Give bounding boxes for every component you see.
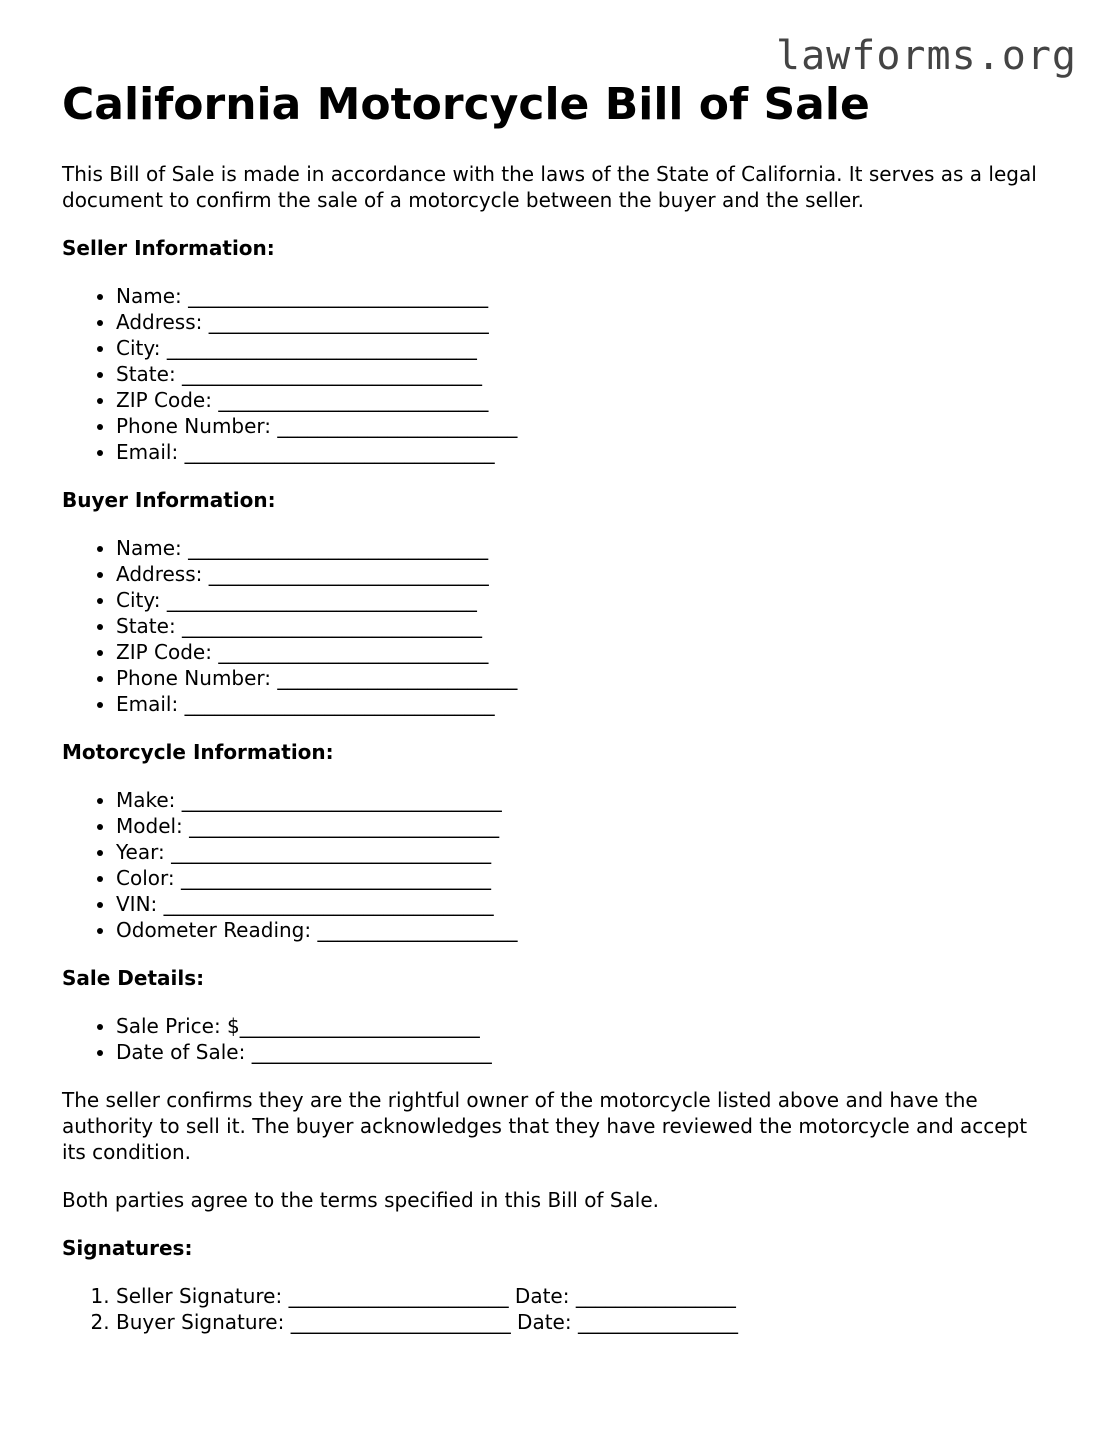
- seller-heading: Seller Information:: [62, 235, 275, 260]
- seller-city-field[interactable]: • City: _______________________________: [116, 335, 1052, 361]
- document-title: California Motorcycle Bill of Sale: [62, 79, 870, 130]
- seller-address-field[interactable]: • Address: ____________________________: [116, 309, 1052, 335]
- confirmation-paragraph: The seller confirms they are the rightful owner of the motorcycle listed above and have the authority to sell it. The buyer acknowledges that they have reviewed the motorcycle and accept its condition.: [62, 1087, 1028, 1164]
- seller-state-field[interactable]: • State: ______________________________: [116, 361, 1052, 387]
- seller-email-field[interactable]: • Email: _______________________________: [116, 439, 1052, 465]
- seller-zip-field[interactable]: • ZIP Code: ___________________________: [116, 387, 1052, 413]
- buyer-city-field[interactable]: • City: _______________________________: [116, 587, 1052, 613]
- motorcycle-odometer-field[interactable]: • Odometer Reading: ____________________: [116, 917, 1052, 943]
- buyer-name-field[interactable]: • Name: ______________________________: [116, 535, 1052, 561]
- seller-signature-field[interactable]: 1. Seller Signature: ______________________ Date: ________________: [116, 1283, 1052, 1309]
- seller-field-list: [62, 283, 1052, 465]
- buyer-signature-field[interactable]: 2. Buyer Signature: ______________________ Date: ________________: [116, 1309, 1052, 1335]
- watermark-logo: lawforms.org: [776, 33, 1077, 79]
- buyer-state-field[interactable]: • State: ______________________________: [116, 613, 1052, 639]
- sale-heading: Sale Details:: [62, 965, 205, 990]
- buyer-address-field[interactable]: • Address: ____________________________: [116, 561, 1052, 587]
- buyer-field-list: [62, 535, 1052, 717]
- buyer-phone-field[interactable]: • Phone Number: ________________________: [116, 665, 1052, 691]
- signatures-heading: Signatures:: [62, 1235, 193, 1260]
- sale-field-list: [62, 1013, 1052, 1065]
- motorcycle-model-field[interactable]: • Model: _______________________________: [116, 813, 1052, 839]
- motorcycle-heading: Motorcycle Information:: [62, 739, 334, 764]
- document-body: [62, 80, 1052, 1357]
- seller-phone-field[interactable]: • Phone Number: ________________________: [116, 413, 1052, 439]
- sale-date-field[interactable]: • Date of Sale: ________________________: [116, 1039, 1052, 1065]
- sale-price-field[interactable]: • Sale Price: $________________________: [116, 1013, 1052, 1039]
- seller-name-field[interactable]: • Name: ______________________________: [116, 283, 1052, 309]
- agreement-paragraph: Both parties agree to the terms specified in this Bill of Sale.: [62, 1187, 660, 1212]
- motorcycle-vin-field[interactable]: • VIN: _________________________________: [116, 891, 1052, 917]
- intro-paragraph: This Bill of Sale is made in accordance with the laws of the State of California. It serves as a legal document to confirm the sale of a motorcycle between the buyer and the seller.: [62, 161, 1037, 212]
- buyer-zip-field[interactable]: • ZIP Code: ___________________________: [116, 639, 1052, 665]
- motorcycle-make-field[interactable]: • Make: ________________________________: [116, 787, 1052, 813]
- buyer-email-field[interactable]: • Email: _______________________________: [116, 691, 1052, 717]
- signatures-list: [62, 1283, 1052, 1335]
- motorcycle-year-field[interactable]: • Year: ________________________________: [116, 839, 1052, 865]
- motorcycle-color-field[interactable]: • Color: _______________________________: [116, 865, 1052, 891]
- buyer-heading: Buyer Information:: [62, 487, 276, 512]
- motorcycle-field-list: [62, 787, 1052, 943]
